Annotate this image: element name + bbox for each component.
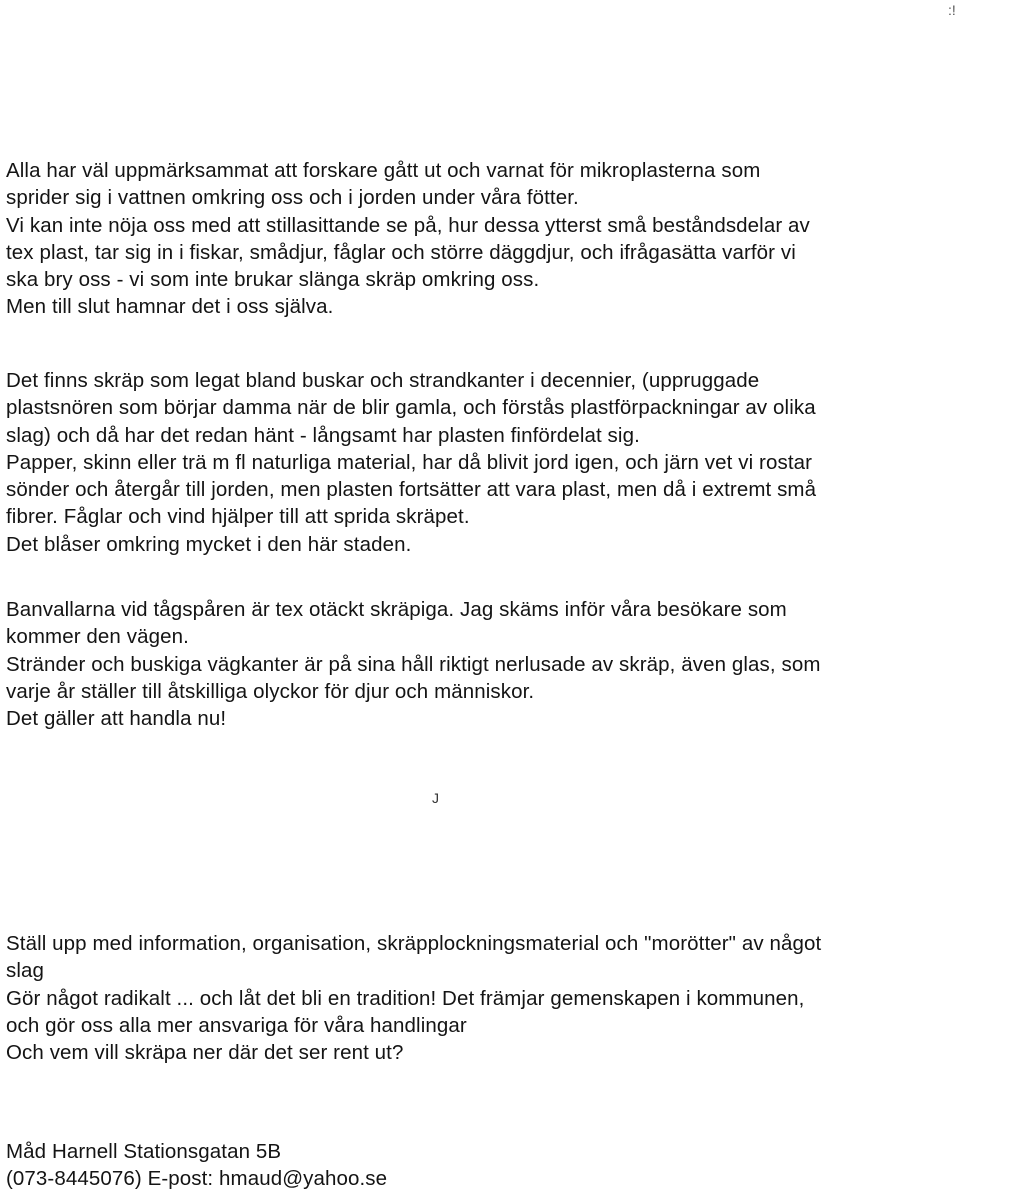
text-line: Gör något radikalt ... och låt det bli en tradition! Det främjar gemenskapen i kommunen, [6,986,805,1010]
paragraph-railway-embankments [6,596,1020,732]
text-line: Stränder och buskiga vägkanter är på sina håll riktigt nerlusade av skräp, även glas, som [6,652,821,676]
text-line: Och vem vill skräpa ner där det ser rent ut? [6,1041,404,1065]
paragraph-microplastics [6,157,1020,321]
scan-artifact-mark: :! [948,2,956,18]
text-line: Banvallarna vid tågspåren är tex otäckt skräpiga. Jag skäms inför våra besökare som [6,598,787,621]
text-line: slag) och då har det redan hänt - långsamt har plasten finfördelat sig. [6,423,640,447]
text-line: sönder och återgår till jorden, men plasten fortsätter att vara plast, men då i extremt små [6,478,817,502]
text-line: kommer den vägen. [6,625,189,649]
text-line: Alla har väl uppmärksammat att forskare gått ut och varnat för mikroplasterna som [6,159,761,182]
author-name-address: Måd Harnell Stationsgatan 5B [6,1140,282,1163]
text-line: fibrer. Fåglar och vind hjälper till att sprida skräpet. [6,505,470,529]
text-line: sprider sig i vattnen omkring oss och i jorden under våra fötter. [6,186,579,210]
paragraph-old-litter [6,367,1020,558]
text-line: slag [6,959,45,983]
text-line: Det blåser omkring mycket i den här staden. [6,532,412,556]
text-line: ska bry oss - vi som inte brukar slänga skräp omkring oss. [6,268,540,292]
text-line: varje år ställer till åtskilliga olyckor för djur och människor. [6,679,535,703]
text-line: Vi kan inte nöja oss med att stillasittande se på, hur dessa ytterst små beståndsdelar av [6,213,810,237]
text-line: plastsnören som börjar damma när de blir gamla, och förstås plastförpackningar av olika [6,396,816,420]
text-line: Ställ upp med information, organisation, skräpplockningsmaterial och "morötter" av något [6,932,822,955]
text-line: och gör oss alla mer ansvariga för våra handlingar [6,1013,467,1037]
text-line: Det gäller att handla nu! [6,707,227,731]
author-signature-block [6,1138,1020,1193]
text-line: tex plast, tar sig in i fiskar, smådjur, fåglar och större däggdjur, och ifrågasätta varför vi [6,240,796,264]
scan-artifact-mark: J [432,790,439,806]
paragraph-call-to-action [6,930,1020,1066]
text-line: Men till slut hamnar det i oss själva. [6,295,334,319]
text-line: Papper, skinn eller trä m fl naturliga material, har då blivit jord igen, och järn vet vi rostar [6,450,813,474]
author-contact: (073-8445076) E-post: hmaud@yahoo.se [6,1167,388,1191]
text-line: Det finns skräp som legat bland buskar och strandkanter i decennier, (uppruggade [6,369,760,392]
